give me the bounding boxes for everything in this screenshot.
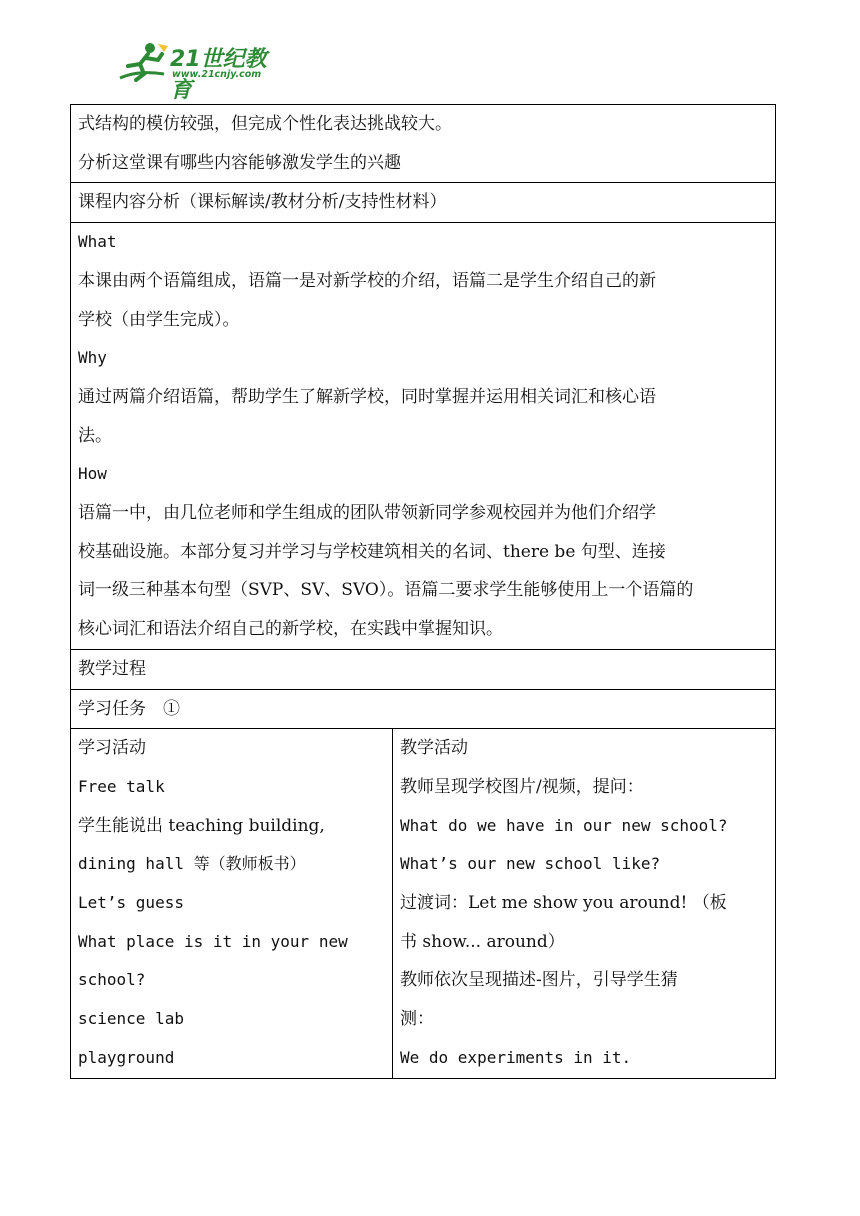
left-line: Free talk (78, 776, 165, 796)
what-label: What (78, 232, 117, 252)
how-text: 语篇一中，由几位老师和学生组成的团队带领新同学参观校园并为他们介绍学 (78, 503, 656, 524)
right-line: 测： (400, 1009, 434, 1030)
task-header: 学习任务 ① (71, 689, 776, 729)
why-text: 法。 (78, 425, 112, 446)
why-text: 通过两篇介绍语篇，帮助学生了解新学校，同时掌握并运用相关词汇和核心语 (78, 386, 656, 407)
logo-brand: 21世纪教育 (170, 47, 267, 103)
what-text: 学校（由学生完成）。 (78, 309, 240, 330)
right-line: 教师呈现学校图片/视频，提问： (400, 776, 644, 797)
analysis-cell (71, 223, 776, 650)
how-text: 校基础设施。本部分复习并学习与学校建筑相关的名词、there be 句型、连接 (78, 541, 666, 562)
logo-url: www.21cnjy.com (172, 69, 262, 80)
task-header-row (71, 689, 776, 729)
teaching-activities-cell (393, 729, 776, 1078)
what-text: 本课由两个语篇组成，语篇一是对新学校的介绍，语篇二是学生介绍自己的新 (78, 270, 656, 291)
right-line: What’s our new school like? (400, 854, 661, 874)
lesson-table (70, 104, 776, 1079)
left-line: 学生能说出 teaching building, (78, 815, 325, 836)
intro-line: 分析这堂课有哪些内容能够激发学生的兴趣 (78, 152, 401, 173)
left-line: science lab (78, 1009, 184, 1029)
intro-cell (71, 105, 776, 183)
learning-activities-cell (71, 729, 393, 1078)
why-label: Why (78, 348, 107, 368)
activities-row (71, 729, 776, 1078)
how-text: 核心词汇和语法介绍自己的新学校，在实践中掌握知识。 (78, 619, 503, 640)
analysis-header-row (71, 183, 776, 223)
left-line: Let’s guess (78, 893, 184, 913)
how-label: How (78, 464, 107, 484)
right-line: What do we have in our new school? (400, 815, 728, 835)
learning-activities-header: 学习活动 (78, 738, 146, 759)
process-header-row (71, 649, 776, 689)
intro-line: 式结构的模仿较强，但完成个性化表达挑战较大。 (78, 114, 452, 134)
analysis-header: 课程内容分析（课标解读/教材分析/支持性材料） (71, 183, 776, 223)
intro-row (71, 105, 776, 183)
left-line: playground (78, 1047, 175, 1067)
left-line: school? (78, 970, 146, 990)
left-line: dining hall 等（教师板书） (78, 854, 306, 874)
running-person-icon (118, 40, 174, 84)
how-text: 词一级三种基本句型（SVP、SV、SVO）。语篇二要求学生能够使用上一个语篇的 (78, 580, 694, 601)
right-line: 过渡词：Let me show you around! （板 (400, 893, 727, 914)
teaching-activities-header: 教学活动 (400, 738, 468, 759)
process-header: 教学过程 (71, 649, 776, 689)
logo (118, 40, 288, 103)
analysis-row (71, 223, 776, 650)
left-line: What place is it in your new (78, 931, 348, 951)
right-line: 教师依次呈现描述-图片，引导学生猜 (400, 970, 678, 991)
right-line: 书 show... around） (400, 931, 565, 952)
right-line: We do experiments in it. (400, 1047, 632, 1067)
